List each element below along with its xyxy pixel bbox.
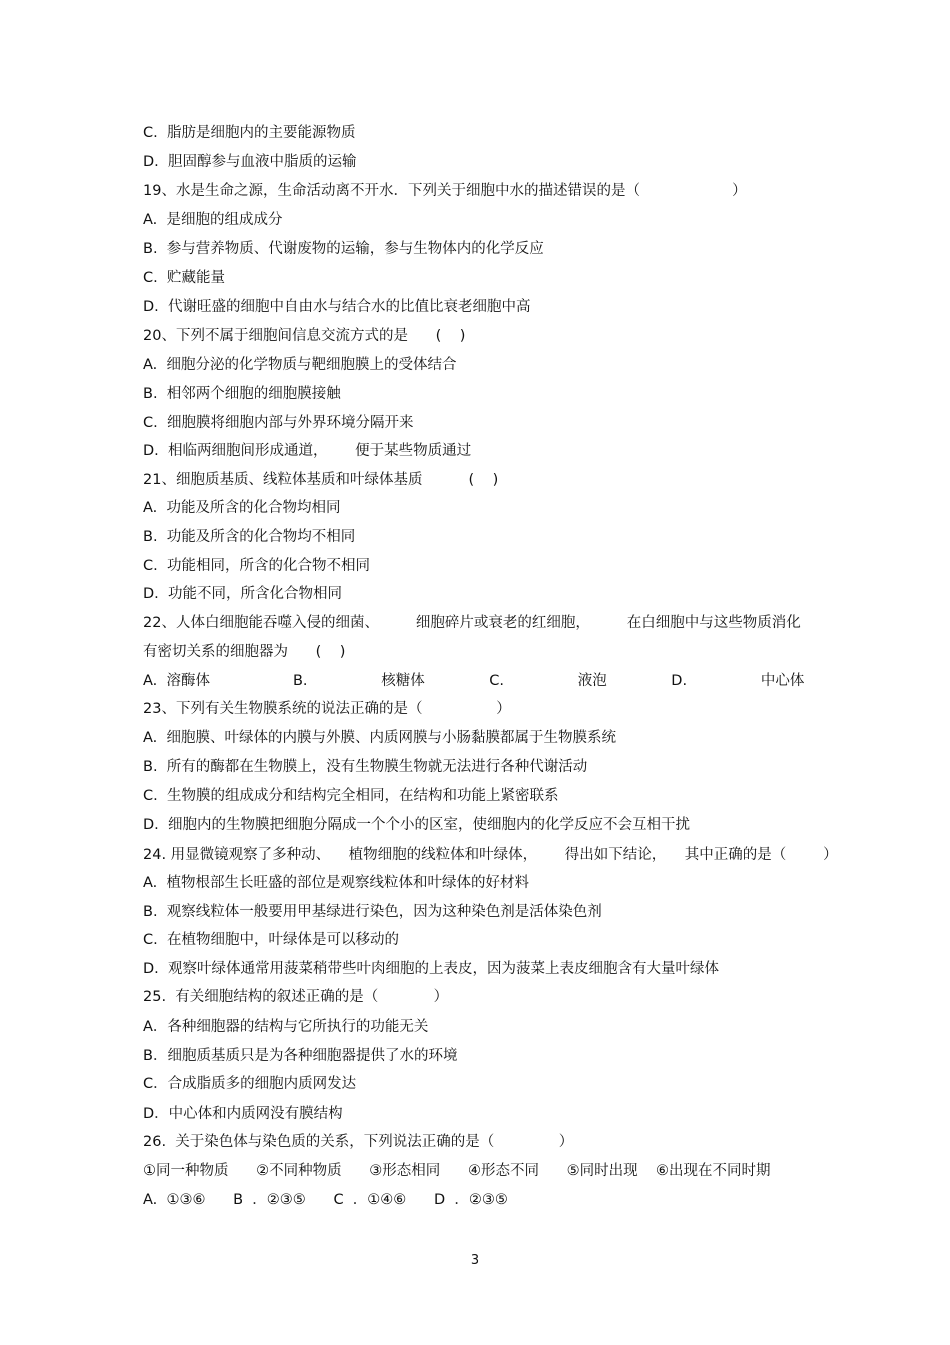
text-line-content: D. 相临两细胞间形成通道， 便于某些物质通过 (143, 443, 472, 459)
text-line (143, 268, 863, 288)
text-line (143, 987, 863, 1007)
text-line (143, 498, 863, 518)
text-line (143, 326, 863, 346)
text-line-content: D．中心体和内质网没有膜结构 (143, 1106, 343, 1122)
text-line-content: A. 是细胞的组成成分 (143, 212, 283, 228)
text-line-content: 19、水是生命之源，生命活动离不开水．下列关于细胞中水的描述错误的是（ ） (143, 183, 747, 199)
text-line-content: C. 细胞膜将细胞内部与外界环境分隔开来 (143, 415, 414, 431)
text-line-content: C. 在植物细胞中，叶绿体是可以移动的 (143, 932, 399, 948)
text-line-content: 25. 有关细胞结构的叙述正确的是（ ） (143, 989, 449, 1005)
text-line (143, 181, 863, 201)
text-line (143, 210, 863, 230)
text-line (143, 527, 863, 547)
text-line-content: C. 贮藏能量 (143, 270, 225, 286)
text-line (143, 152, 863, 172)
text-line-content: C. 脂肪是细胞内的主要能源物质 (143, 125, 356, 141)
text-line (143, 1046, 863, 1066)
text-line (143, 123, 863, 143)
text-line-content: 有密切关系的细胞器为 ( ) (143, 644, 346, 660)
text-line-content: A. 溶酶体 B. 核糖体 C. 液泡 D. 中心体 (143, 673, 805, 689)
page-number: 3 (470, 1253, 480, 1268)
text-line-content: B. 功能及所含的化合物均不相同 (143, 529, 356, 545)
text-line-content: A. 细胞膜、叶绿体的内膜与外膜、内质网膜与小肠黏膜都属于生物膜系统 (143, 730, 616, 746)
text-line-content: 23、下列有关生物膜系统的说法正确的是（ ） (143, 701, 511, 717)
text-line-content: D. 胆固醇参与血液中脂质的运输 (143, 154, 357, 170)
text-line-content: D. 细胞内的生物膜把细胞分隔成一个个小的区室，使细胞内的化学反应不会互相干扰 (143, 817, 690, 833)
text-line-content: 22、人体白细胞能吞噬入侵的细菌、 细胞碎片或衰老的红细胞， 在白细胞中与这些物质消化 (143, 615, 801, 631)
text-line (143, 699, 863, 719)
text-line (143, 556, 863, 576)
text-line-content: 21、细胞质基质、线粒体基质和叶绿体基质 ( ) (143, 472, 499, 488)
text-line-content: 20、下列不属于细胞间信息交流方式的是 ( ) (143, 328, 466, 344)
text-line-content: D. 代谢旺盛的细胞中自由水与结合水的比值比衰老细胞中高 (143, 299, 531, 315)
text-line-content: D. 观察叶绿体通常用菠菜稍带些叶肉细胞的上表皮，因为菠菜上表皮细胞含有大量叶绿体 (143, 961, 719, 977)
text-line-content: B. 观察线粒体一般要用甲基绿进行染色，因为这种染色剂是活体染色剂 (143, 904, 602, 920)
text-line-content: C. 生物膜的组成成分和结构完全相同，在结构和功能上紧密联系 (143, 788, 559, 804)
text-line (143, 728, 863, 748)
text-line (143, 1161, 863, 1181)
text-line (143, 757, 863, 777)
text-line (143, 239, 863, 259)
text-line (143, 1132, 863, 1152)
text-line (143, 1104, 863, 1124)
text-line (143, 355, 863, 375)
text-line (143, 441, 863, 461)
text-line (143, 1190, 863, 1210)
text-line-content: A. 植物根部生长旺盛的部位是观察线粒体和叶绿体的好材料 (143, 875, 529, 891)
text-line-content: B. 参与营养物质、代谢废物的运输，参与生物体内的化学反应 (143, 241, 544, 257)
text-line-content: B. 所有的酶都在生物膜上，没有生物膜生物就无法进行各种代谢活动 (143, 759, 588, 775)
text-line (143, 1074, 863, 1094)
text-line (143, 959, 863, 979)
text-line-content: B. 相邻两个细胞的细胞膜接触 (143, 386, 341, 402)
text-line-content: A. ①③⑥ B ．②③⑤ C ．①④⑥ D ．②③⑤ (143, 1192, 508, 1208)
text-line (143, 815, 863, 835)
text-line-content: B．细胞质基质只是为各种细胞器提供了水的环境 (143, 1048, 458, 1064)
text-line (143, 930, 863, 950)
text-line-content: C. 功能相同，所含的化合物不相同 (143, 558, 370, 574)
text-line-content: A. 功能及所含的化合物均相同 (143, 500, 341, 516)
text-line-content: A. 细胞分泌的化学物质与靶细胞膜上的受体结合 (143, 357, 457, 373)
text-line-content: 24. 用显微镜观察了多种动、 植物细胞的线粒体和叶绿体， 得出如下结论， 其中正确的是（ ） (143, 847, 838, 863)
text-line (143, 642, 863, 662)
text-line (143, 413, 863, 433)
text-line-content: C．合成脂质多的细胞内质网发达 (143, 1076, 357, 1092)
text-line (143, 902, 863, 922)
text-line-content: ①同一种物质 ②不同种物质 ③形态相同 ④形态不同 ⑤同时出现 ⑥出现在不同时期 (143, 1163, 771, 1179)
text-line (143, 1017, 863, 1037)
text-line (143, 470, 863, 490)
text-line (143, 297, 863, 317)
text-line (143, 845, 863, 865)
text-line-content: D. 功能不同，所含化合物相同 (143, 586, 342, 602)
text-line (143, 584, 863, 604)
text-line-content: A．各种细胞器的结构与它所执行的功能无关 (143, 1019, 429, 1035)
text-line (143, 613, 863, 633)
text-line (143, 873, 863, 893)
text-line (143, 671, 863, 691)
text-line (143, 786, 863, 806)
text-line (143, 384, 863, 404)
text-line-content: 26. 关于染色体与染色质的关系，下列说法正确的是（ ） (143, 1134, 574, 1150)
